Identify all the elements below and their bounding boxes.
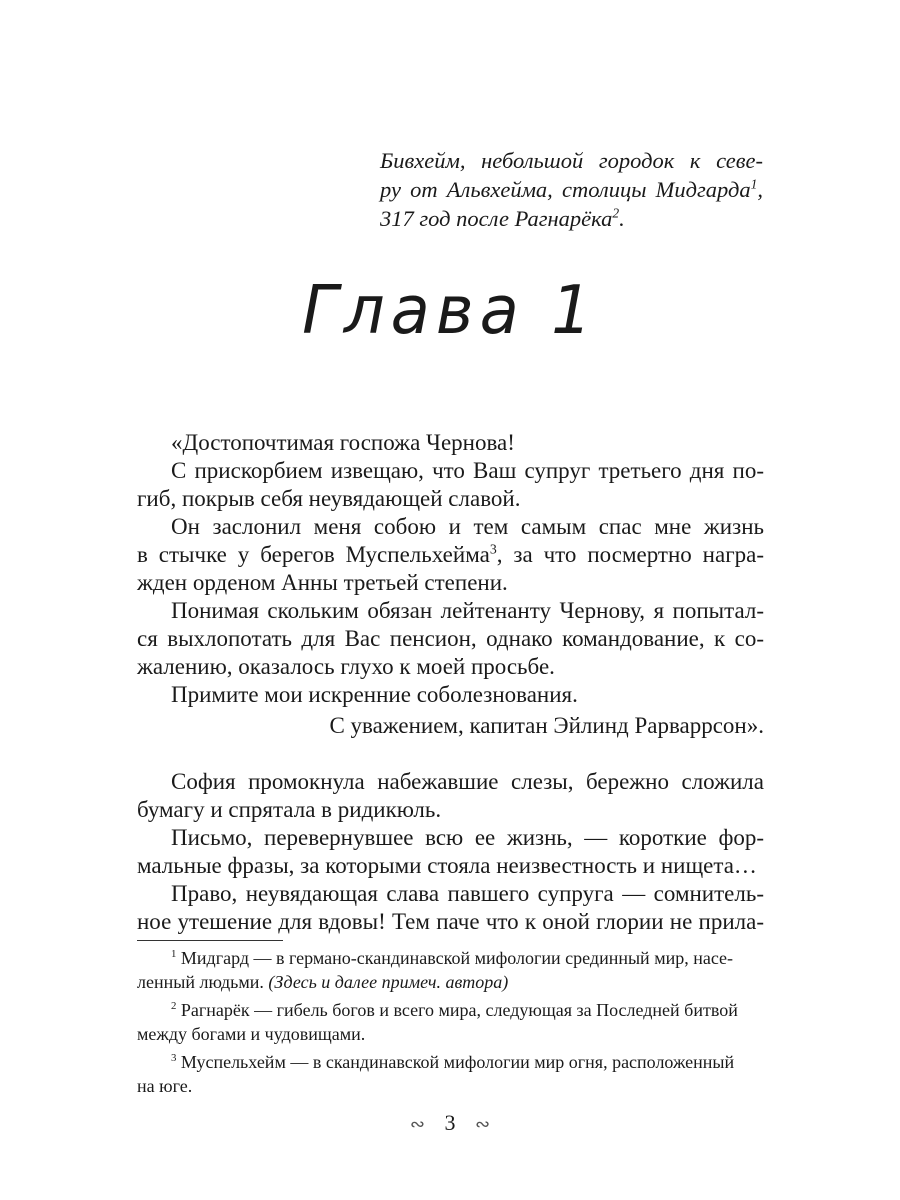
letter-closing: Примите мои искренние соболезнования. bbox=[171, 682, 578, 707]
letter-signature: С уважением, капитан Эйлинд Рарваррсон». bbox=[329, 713, 764, 738]
footnote-ref-3[interactable]: 3 bbox=[489, 541, 497, 557]
epigraph-line-2: ру от Альвхейма, столицы Мидгарда$^1$, bbox=[380, 176, 763, 202]
epigraph bbox=[380, 146, 763, 233]
epigraph-line-3: 317 год после Рагнарёка$^2$. bbox=[380, 205, 625, 231]
footnote-2: $^2$ Рагнарёк — гибель богов и всего мира, следующая за Последней битвой между богами и чудовищами. bbox=[137, 1000, 738, 1044]
page-folio bbox=[0, 1110, 900, 1136]
footnote-1: $^1$ Мидгард — в германо-скандинавской мифологии срединный мир, насе- ленный людьми. (Здесь и далее примеч. автора) bbox=[137, 948, 734, 992]
body-text bbox=[137, 429, 764, 936]
letter-paragraph: С прискорбием извещаю, что Ваш супруг третьего дня по- гиб, покрыв себя неувядающей славой. bbox=[137, 458, 764, 511]
footnote-ref-2[interactable]: 2 bbox=[612, 205, 620, 221]
narrative-paragraph: София промокнула набежавшие слезы, бережно сложила бумагу и спрятала в ридикюль. bbox=[137, 769, 764, 822]
epigraph-line-1: Бивхейм, небольшой городок к севе- bbox=[380, 148, 763, 173]
page-number: 3 bbox=[444, 1110, 456, 1135]
letter-paragraph: Понимая скольким обязан лейтенанту Чернову, я попытал- ся выхлопотать для Вас пенсион, однако командование, к со- жалению, оказалось глухо к моей просьбе. bbox=[137, 598, 764, 679]
footnotes bbox=[137, 946, 764, 1102]
footnote-ref-1[interactable]: 1 bbox=[750, 176, 758, 192]
footnote-3: $^3$ Муспельхейм — в скандинавской мифологии мир огня, расположенный на юге. bbox=[137, 1052, 735, 1096]
letter-paragraph: Он заслонил меня собою и тем самым спас мне жизнь в стычке у берегов Муспельхейма$^3$, за что посмертно награ- жден орденом Анны третьей степени. bbox=[137, 514, 765, 595]
narrative-paragraph: Право, неувядающая слава павшего супруга — сомнитель- ное утешение для вдовы! Тем паче что к оной глории не прила- bbox=[137, 881, 764, 934]
ornament-right-icon: ∾ bbox=[475, 1114, 491, 1134]
letter-salutation: «Достопочтимая госпожа Чернова! bbox=[171, 430, 515, 455]
narrative-paragraph: Письмо, перевернувшее всю ее жизнь, — короткие фор- мальные фразы, за которыми стояла неизвестность и нищета… bbox=[137, 825, 764, 878]
footnote-divider bbox=[137, 940, 283, 941]
ornament-left-icon: ∾ bbox=[409, 1114, 425, 1134]
chapter-title: Глава 1 bbox=[302, 272, 598, 350]
